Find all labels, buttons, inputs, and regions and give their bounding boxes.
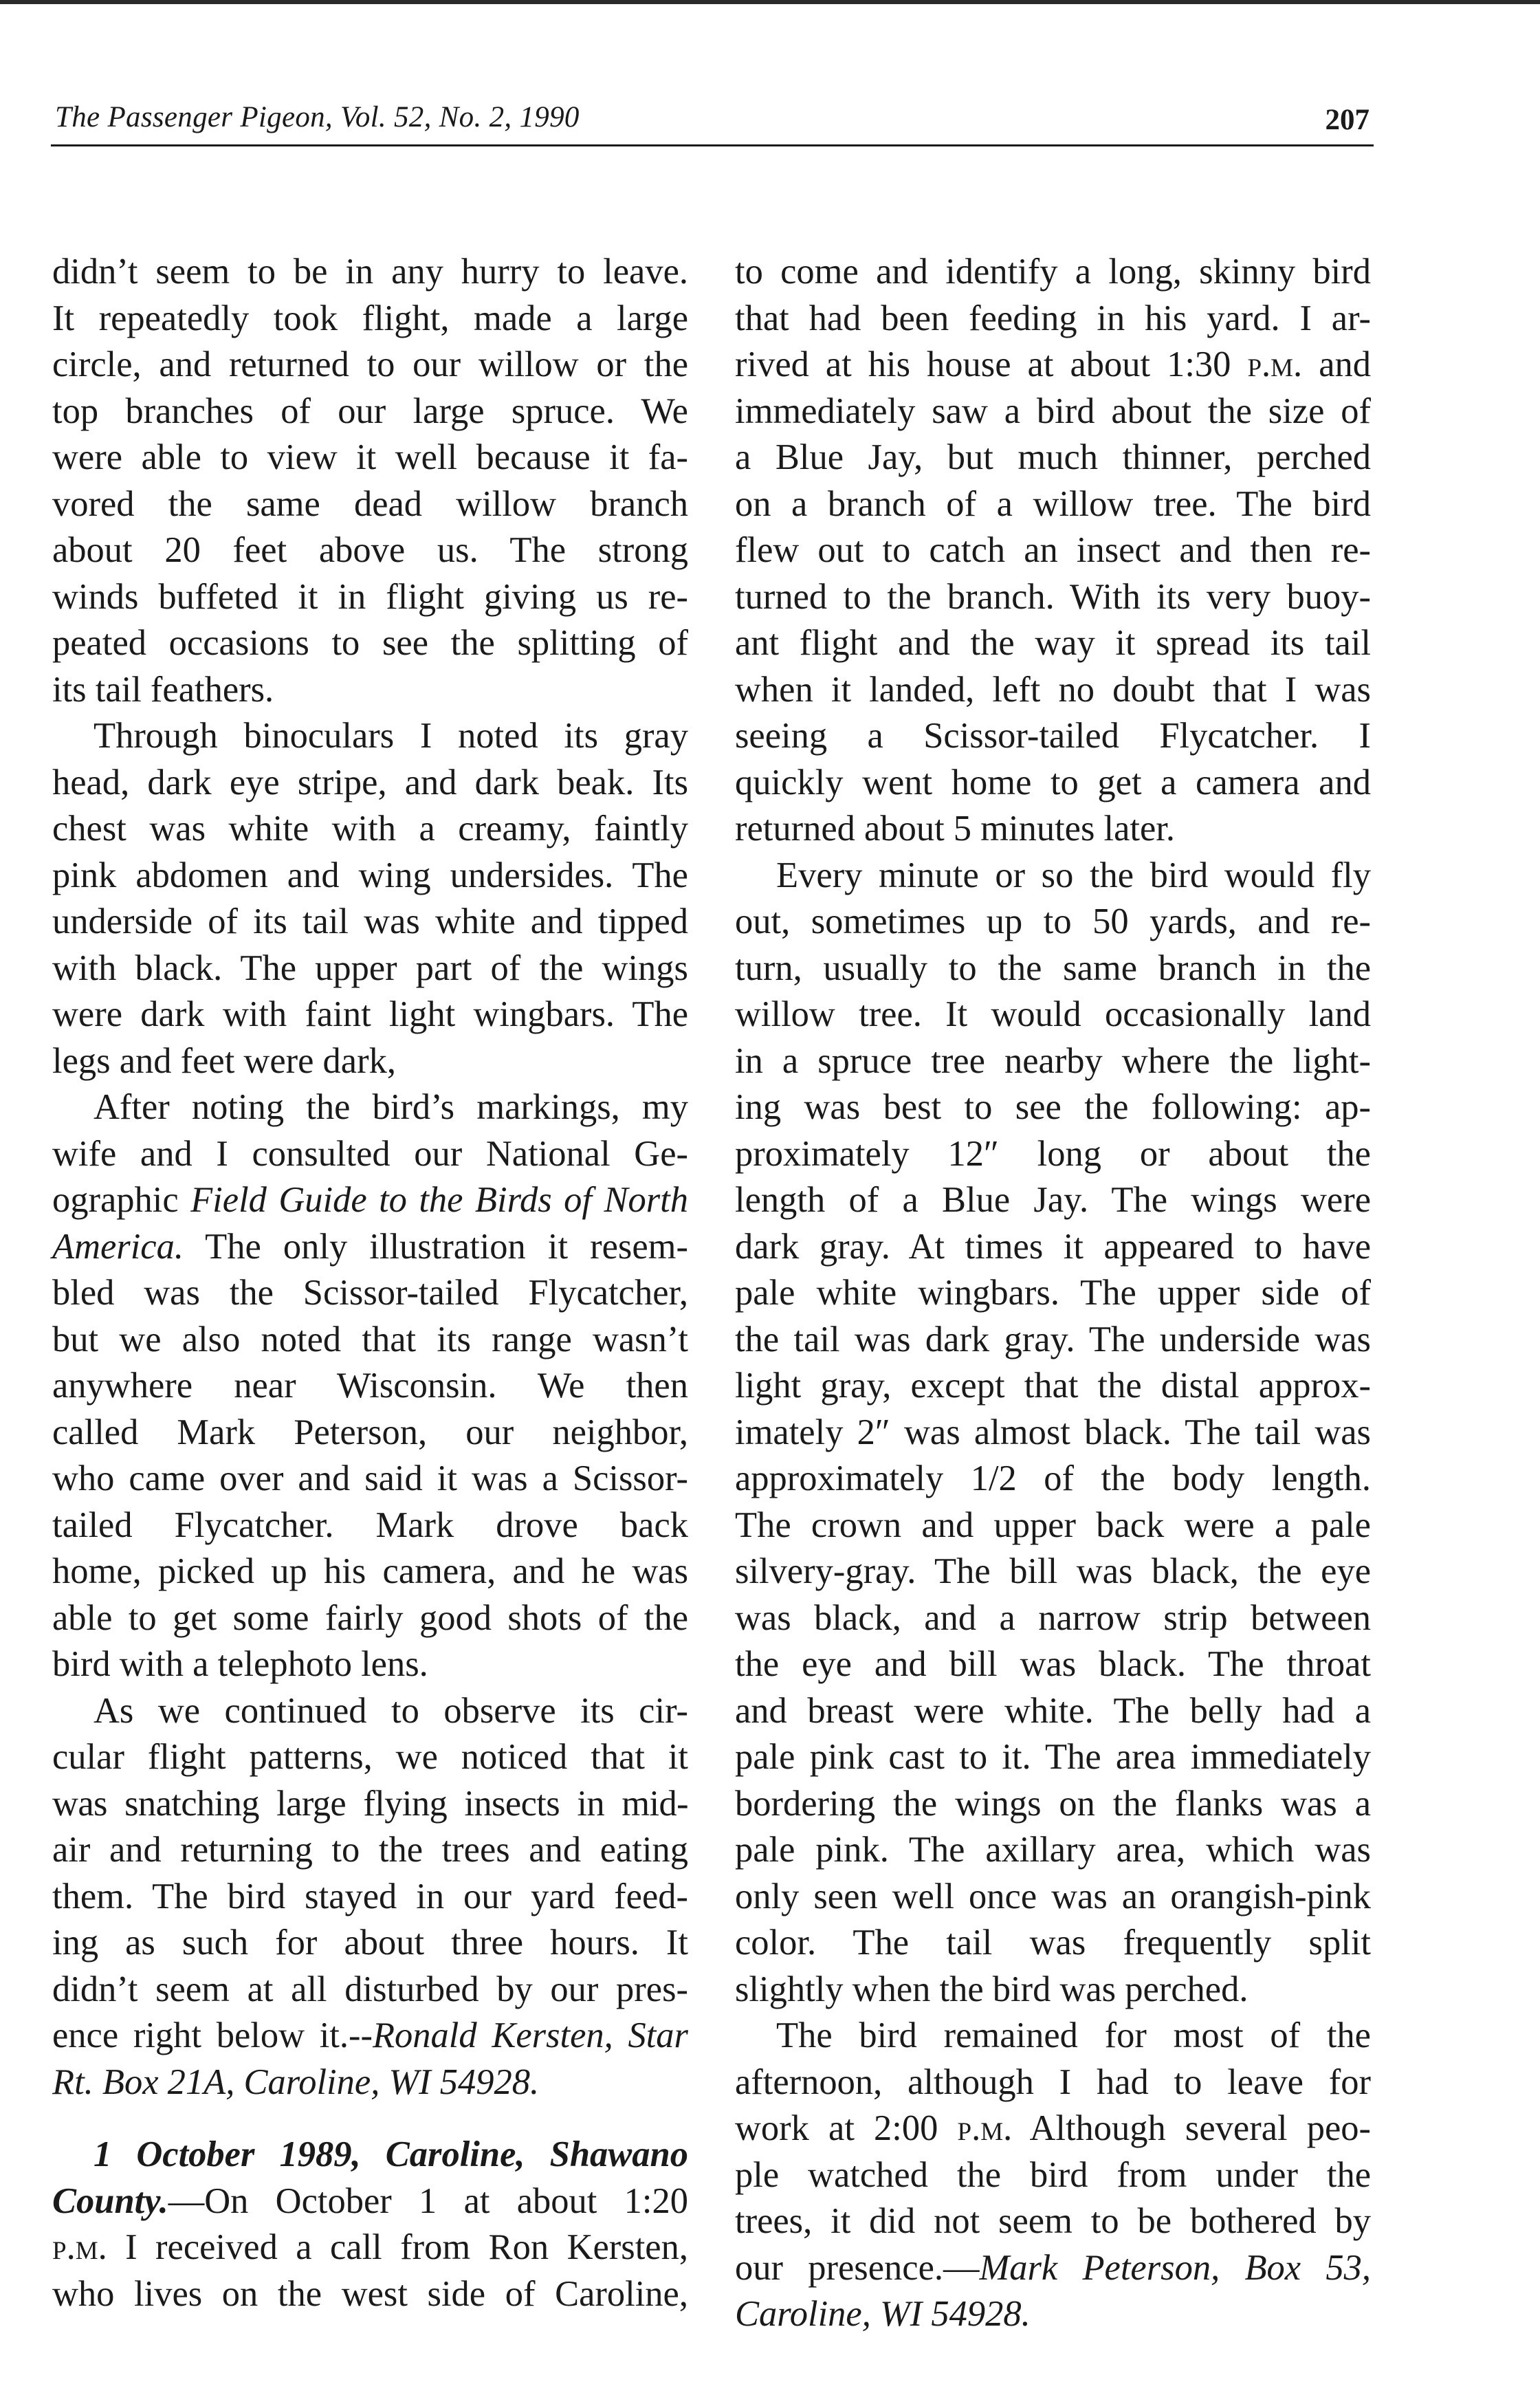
text-line: silvery-gray. The bill was black, the eye — [735, 1551, 1371, 1591]
text-line: turn, usually to the same branch in the — [735, 948, 1371, 988]
text-line: The crown and upper back were a pale — [735, 1505, 1371, 1545]
text-run: and — [1302, 345, 1371, 384]
paragraph-arrival — [735, 249, 1371, 853]
author-address: Rt. Box 21A, Caroline, WI 54928. — [52, 2062, 540, 2102]
text-line: didn’t seem at all disturbed by our pres- — [52, 1969, 688, 2009]
text-line: light gray, except that the distal approx- — [735, 1366, 1371, 1406]
text-line: immediately saw a bird about the size of — [735, 391, 1371, 431]
text-line: approximately 1/2 of the body length. — [735, 1458, 1371, 1498]
text-line: dark gray. At times it appeared to have — [735, 1226, 1371, 1267]
text-line: ant flight and the way it spread its tail — [735, 623, 1371, 663]
text-line: and breast were white. The belly had a — [735, 1690, 1371, 1731]
text-line: the eye and bill was black. The throat — [735, 1644, 1371, 1684]
text-line: trees, it did not seem to be bothered by — [735, 2201, 1371, 2241]
text-line: slightly when the bird was perched. — [735, 1969, 1248, 2009]
text-line: wife and I consulted our National Ge- — [52, 1133, 688, 1174]
right-column — [735, 249, 1371, 2338]
text-line: tailed Flycatcher. Mark drove back — [52, 1505, 688, 1545]
text-run: Although several peo- — [1012, 2108, 1371, 2148]
paragraph-flight-patterns — [52, 1688, 688, 2106]
paragraph-detailed-description — [735, 853, 1371, 2013]
text-line: on a branch of a willow tree. The bird — [735, 483, 1371, 524]
author-signature: Ronald Kersten, Star — [372, 2015, 688, 2055]
text-line: bird with a telephoto lens. — [52, 1644, 428, 1684]
text-line — [735, 342, 1371, 389]
text-line: called Mark Peterson, our neighbor, — [52, 1412, 688, 1452]
text-line: color. The tail was frequently split — [735, 1923, 1371, 1963]
text-line: its tail feathers. — [52, 669, 274, 710]
text-line: bled was the Scissor-tailed Flycatcher, — [52, 1273, 688, 1313]
text-line: out, sometimes up to 50 yards, and re- — [735, 902, 1371, 941]
time-suffix: p.m. — [1247, 345, 1303, 384]
entry-heading: 1 October 1989, Caroline, Shawano — [94, 2134, 688, 2174]
text-line: them. The bird stayed in our yard feed- — [52, 1876, 688, 1916]
text-line: ple watched the bird from under the — [735, 2154, 1371, 2195]
text-run: ence right below it.-- — [52, 2015, 373, 2055]
text-run: rived at his house at about 1:30 — [735, 345, 1248, 384]
text-line: winds buffeted it in flight giving us re- — [52, 576, 688, 617]
text-line: circle, and returned to our willow or the — [52, 345, 688, 384]
text-line: The bird remained for most of the — [776, 2015, 1371, 2055]
text-line: only seen well once was an orangish-pink — [735, 1876, 1371, 1916]
text-line: to come and identify a long, skinny bird — [735, 252, 1371, 292]
text-line: willow tree. It would occasionally land — [735, 994, 1371, 1034]
text-run: work at 2:00 — [735, 2108, 958, 2148]
text-line: afternoon, although I had to leave for — [735, 2062, 1371, 2102]
text-line: top branches of our large spruce. We — [52, 391, 688, 431]
paragraph-afternoon — [735, 2013, 1371, 2338]
text-line: chest was white with a creamy, faintly — [52, 809, 688, 849]
text-line: pale white wingbars. The upper side of — [735, 1273, 1371, 1313]
text-line: were dark with faint light wingbars. The — [52, 994, 688, 1034]
text-line: home, picked up his camera, and he was — [52, 1551, 688, 1591]
text-line: was snatching large flying insects in mid- — [52, 1783, 688, 1824]
left-column — [52, 249, 688, 2317]
text-line: air and returning to the trees and eating — [52, 1830, 688, 1870]
text-line: legs and feet were dark, — [52, 1040, 396, 1081]
text-line: was black, and a narrow strip between — [735, 1597, 1371, 1638]
text-line: peated occasions to see the splitting of — [52, 623, 688, 663]
top-edge-rule — [0, 0, 1540, 4]
text-line: ing as such for about three hours. It — [52, 1923, 688, 1963]
text-line: Through binoculars I noted its gray — [94, 716, 688, 756]
time-suffix: p.m. — [957, 2108, 1013, 2148]
text-line: imately 2″ was almost black. The tail was — [735, 1412, 1371, 1452]
running-head: The Passenger Pigeon, Vol. 52, No. 2, 1990 — [55, 101, 580, 133]
text-line: anywhere near Wisconsin. We then — [52, 1366, 688, 1406]
text-line: underside of its tail was white and tipped — [52, 902, 688, 941]
text-line: that had been feeding in his yard. I ar- — [735, 298, 1371, 338]
page-header — [51, 96, 1374, 146]
text-line: didn’t seem to be in any hurry to leave. — [52, 252, 688, 292]
text-line: with black. The upper part of the wings — [52, 948, 688, 988]
text-line — [52, 2225, 688, 2271]
text-line: in a spruce tree nearby where the light- — [735, 1040, 1371, 1081]
text-line — [735, 2106, 1371, 2152]
text-line: After noting the bird’s markings, my — [94, 1087, 688, 1127]
paragraph-field-guide — [52, 1084, 688, 1688]
paragraph-continued-observation — [52, 249, 688, 713]
text-line: cular flight patterns, we noticed that it — [52, 1737, 688, 1777]
text-line: It repeatedly took flight, made a large — [52, 298, 688, 338]
book-title: America. — [52, 1226, 184, 1267]
text-line: turned to the branch. With its very buoy- — [735, 576, 1371, 617]
text-run: ographic — [52, 1180, 191, 1220]
text-line: who came over and said it was a Scissor- — [52, 1458, 688, 1498]
author-address: Caroline, WI 54928. — [735, 2294, 1031, 2334]
text-line: flew out to catch an insect and then re- — [735, 530, 1371, 570]
text-line: the tail was dark gray. The underside was — [735, 1319, 1371, 1359]
text-line: a Blue Jay, but much thinner, perched — [735, 437, 1371, 477]
text-line: bordering the wings on the flanks was a — [735, 1783, 1371, 1824]
text-line: were able to view it well because it fa- — [52, 437, 688, 477]
text-line: pale pink cast to it. The area immediately — [735, 1737, 1371, 1777]
text-line: able to get some fairly good shots of the — [52, 1597, 688, 1638]
author-signature: Mark Peterson, Box 53, — [979, 2247, 1371, 2288]
text-line: returned about 5 minutes later. — [735, 809, 1176, 849]
text-line: who lives on the west side of Caroline, — [52, 2273, 688, 2314]
text-line: vored the same dead willow branch — [52, 483, 688, 524]
text-line: pink abdomen and wing undersides. The — [52, 855, 688, 895]
page-number: 207 — [1325, 104, 1370, 136]
text-line — [52, 1177, 688, 1224]
text-line: Every minute or so the bird would fly — [776, 855, 1371, 895]
time-suffix: p.m. — [52, 2227, 107, 2267]
text-line: ing was best to see the following: ap- — [735, 1087, 1371, 1127]
text-line — [52, 2013, 688, 2059]
text-line: about 20 feet above us. The strong — [52, 530, 688, 570]
text-run: The only illustration it resem- — [183, 1226, 688, 1267]
text-line — [735, 2245, 1371, 2292]
text-line — [52, 2178, 688, 2225]
text-line: head, dark eye stripe, and dark beak. Its — [52, 762, 688, 802]
text-line: quickly went home to get a camera and — [735, 762, 1371, 802]
text-line: when it landed, left no doubt that I was — [735, 669, 1371, 710]
text-line: proximately 12″ long or about the — [735, 1133, 1371, 1174]
text-run: I received a call from Ron Kersten, — [107, 2227, 688, 2267]
entry-1-october-1989 — [52, 2132, 688, 2317]
text-run: our presence.— — [735, 2247, 980, 2288]
text-run: —On October 1 at about 1:20 — [168, 2181, 688, 2221]
entry-heading-county: County. — [52, 2181, 168, 2221]
book-title: Field Guide to the Birds of North — [190, 1180, 688, 1220]
paragraph-binocular-description — [52, 713, 688, 1084]
text-line — [52, 1224, 688, 1271]
text-line: length of a Blue Jay. The wings were — [735, 1180, 1371, 1220]
text-line: seeing a Scissor-tailed Flycatcher. I — [735, 716, 1371, 756]
text-line: pale pink. The axillary area, which was — [735, 1830, 1371, 1870]
text-line: As we continued to observe its cir- — [94, 1690, 688, 1731]
text-line: but we also noted that its range wasn’t — [52, 1319, 688, 1359]
